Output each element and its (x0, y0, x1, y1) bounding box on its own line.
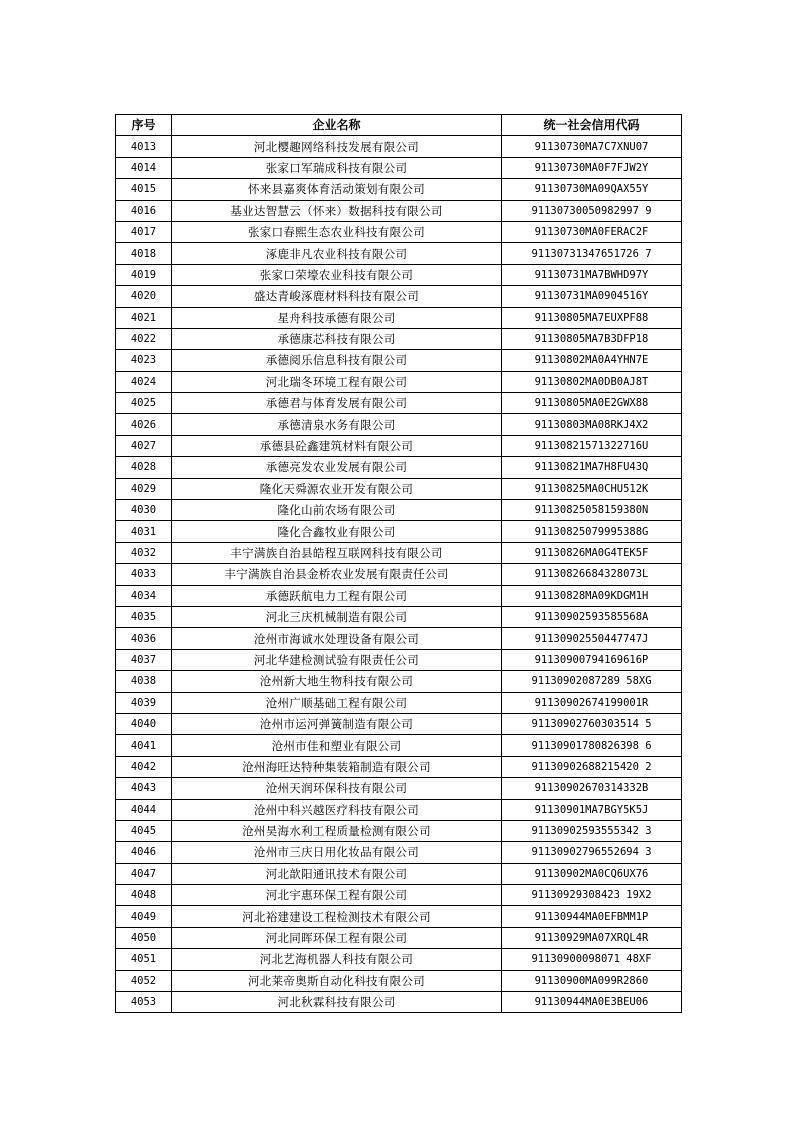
company-name-cell: 承德君与体育发展有限公司 (172, 393, 502, 414)
credit-code-cell: 91130900098071 48XF (502, 949, 682, 970)
table-row (116, 970, 682, 991)
serial-number-cell: 4021 (116, 307, 172, 328)
company-name-cell: 河北秋霖科技有限公司 (172, 992, 502, 1013)
table-row (116, 906, 682, 927)
company-name-cell: 张家口荣壕农业科技有限公司 (172, 264, 502, 285)
table-row (116, 136, 682, 157)
company-name-cell: 沧州市佳和塑业有限公司 (172, 735, 502, 756)
table-row (116, 628, 682, 649)
credit-code-cell: 91130802MA0A4YHN7E (502, 350, 682, 371)
credit-code-cell: 91130902674199001R (502, 692, 682, 713)
credit-code-cell: 91130821MA7H8FU43Q (502, 457, 682, 478)
serial-number-cell: 4041 (116, 735, 172, 756)
table-row (116, 435, 682, 456)
table-row (116, 221, 682, 242)
serial-number-cell: 4036 (116, 628, 172, 649)
credit-code-cell: 91130929MA07XRQL4R (502, 927, 682, 948)
credit-code-cell: 91130902550447747J (502, 628, 682, 649)
credit-code-cell: 91130730MA0FERAC2F (502, 221, 682, 242)
credit-code-cell: 91130901MA7BGY5K5J (502, 799, 682, 820)
table-row (116, 179, 682, 200)
serial-number-cell: 4051 (116, 949, 172, 970)
credit-code-cell: 91130805MA7B3DFP18 (502, 328, 682, 349)
serial-number-cell: 4034 (116, 585, 172, 606)
credit-code-cell: 91130825079995388G (502, 521, 682, 542)
company-name-cell: 河北艺海机器人科技有限公司 (172, 949, 502, 970)
table-row (116, 521, 682, 542)
serial-number-cell: 4047 (116, 863, 172, 884)
table-row (116, 371, 682, 392)
company-name-cell: 河北歆阳通讯技术有限公司 (172, 863, 502, 884)
table-row (116, 649, 682, 670)
serial-number-cell: 4029 (116, 478, 172, 499)
header-company-name: 企业名称 (172, 115, 502, 136)
serial-number-cell: 4043 (116, 778, 172, 799)
serial-number-cell: 4040 (116, 713, 172, 734)
credit-code-cell: 91130802MA0DB0AJ8T (502, 371, 682, 392)
credit-code-cell: 91130825MA0CHU512K (502, 478, 682, 499)
company-name-cell: 河北三庆机械制造有限公司 (172, 606, 502, 627)
credit-code-cell: 91130902670314332B (502, 778, 682, 799)
company-name-cell: 丰宁满族自治县金桥农业发展有限责任公司 (172, 564, 502, 585)
serial-number-cell: 4018 (116, 243, 172, 264)
company-name-cell: 沧州广顺基础工程有限公司 (172, 692, 502, 713)
company-name-cell: 承德跃航电力工程有限公司 (172, 585, 502, 606)
credit-code-cell: 91130929308423 19X2 (502, 885, 682, 906)
serial-number-cell: 4032 (116, 542, 172, 563)
table-row (116, 350, 682, 371)
credit-code-cell: 91130731347651726 7 (502, 243, 682, 264)
table-row (116, 200, 682, 221)
credit-code-cell: 91130826MA0G4TEK5F (502, 542, 682, 563)
table-row (116, 992, 682, 1013)
company-name-cell: 沧州市海诚水处理设备有限公司 (172, 628, 502, 649)
company-name-cell: 承德阅乐信息科技有限公司 (172, 350, 502, 371)
table-row (116, 157, 682, 178)
serial-number-cell: 4024 (116, 371, 172, 392)
serial-number-cell: 4019 (116, 264, 172, 285)
credit-code-cell: 91130902688215420 2 (502, 756, 682, 777)
company-name-cell: 星舟科技承德有限公司 (172, 307, 502, 328)
table-row (116, 842, 682, 863)
company-name-cell: 沧州市运河弹簧制造有限公司 (172, 713, 502, 734)
credit-code-cell: 91130901780826398 6 (502, 735, 682, 756)
table-row (116, 885, 682, 906)
serial-number-cell: 4033 (116, 564, 172, 585)
table-row (116, 414, 682, 435)
table-row (116, 756, 682, 777)
table-row (116, 457, 682, 478)
table-row (116, 713, 682, 734)
company-name-cell: 沧州中科兴越医疗科技有限公司 (172, 799, 502, 820)
table-row (116, 606, 682, 627)
credit-code-cell: 91130730MA0F7FJW2Y (502, 157, 682, 178)
credit-code-cell: 91130825058159380N (502, 500, 682, 521)
table-row (116, 286, 682, 307)
table-body (116, 136, 682, 1013)
table-row (116, 949, 682, 970)
table-row (116, 264, 682, 285)
company-name-cell: 沧州海旺达特种集装箱制造有限公司 (172, 756, 502, 777)
credit-code-cell: 91130805MA7EUXPF88 (502, 307, 682, 328)
company-name-cell: 沧州天润环保科技有限公司 (172, 778, 502, 799)
serial-number-cell: 4038 (116, 671, 172, 692)
company-name-cell: 沧州昊海水利工程质量检测有限公司 (172, 820, 502, 841)
serial-number-cell: 4035 (116, 606, 172, 627)
table-row (116, 735, 682, 756)
credit-code-cell: 91130821571322716U (502, 435, 682, 456)
table-row (116, 927, 682, 948)
company-name-cell: 张家口军瑞成科技有限公司 (172, 157, 502, 178)
serial-number-cell: 4046 (116, 842, 172, 863)
serial-number-cell: 4044 (116, 799, 172, 820)
table-row (116, 692, 682, 713)
serial-number-cell: 4025 (116, 393, 172, 414)
serial-number-cell: 4027 (116, 435, 172, 456)
table-row (116, 863, 682, 884)
table-row (116, 820, 682, 841)
credit-code-cell: 91130826684328073L (502, 564, 682, 585)
serial-number-cell: 4015 (116, 179, 172, 200)
header-serial-number: 序号 (116, 115, 172, 136)
company-name-cell: 河北华建检测试验有限责任公司 (172, 649, 502, 670)
credit-code-cell: 91130803MA08RKJ4X2 (502, 414, 682, 435)
serial-number-cell: 4042 (116, 756, 172, 777)
serial-number-cell: 4039 (116, 692, 172, 713)
credit-code-cell: 91130944MA0EFBMM1P (502, 906, 682, 927)
serial-number-cell: 4030 (116, 500, 172, 521)
credit-code-cell: 91130902593585568A (502, 606, 682, 627)
company-name-cell: 基业达智慧云（怀来）数据科技有限公司 (172, 200, 502, 221)
table-row (116, 778, 682, 799)
credit-code-cell: 91130828MA09KDGM1H (502, 585, 682, 606)
credit-code-cell: 91130731MA0904516Y (502, 286, 682, 307)
serial-number-cell: 4026 (116, 414, 172, 435)
table-row (116, 307, 682, 328)
credit-code-cell: 91130902087289 58XG (502, 671, 682, 692)
serial-number-cell: 4023 (116, 350, 172, 371)
table-row (116, 478, 682, 499)
serial-number-cell: 4037 (116, 649, 172, 670)
company-name-cell: 沧州新大地生物科技有限公司 (172, 671, 502, 692)
credit-code-cell: 91130730MA09QAX55Y (502, 179, 682, 200)
table-row (116, 542, 682, 563)
serial-number-cell: 4014 (116, 157, 172, 178)
credit-code-cell: 91130902760303514 5 (502, 713, 682, 734)
header-credit-code: 统一社会信用代码 (502, 115, 682, 136)
serial-number-cell: 4049 (116, 906, 172, 927)
table-row (116, 671, 682, 692)
company-name-cell: 河北裕建建设工程检测技术有限公司 (172, 906, 502, 927)
company-name-cell: 隆化合鑫牧业有限公司 (172, 521, 502, 542)
serial-number-cell: 4013 (116, 136, 172, 157)
serial-number-cell: 4028 (116, 457, 172, 478)
table-row (116, 585, 682, 606)
company-name-cell: 承德县砼鑫建筑材料有限公司 (172, 435, 502, 456)
company-name-cell: 沧州市三庆日用化妆品有限公司 (172, 842, 502, 863)
company-name-cell: 承德康芯科技有限公司 (172, 328, 502, 349)
serial-number-cell: 4053 (116, 992, 172, 1013)
company-name-cell: 河北莱帝奥斯自动化科技有限公司 (172, 970, 502, 991)
credit-code-cell: 91130900794169616P (502, 649, 682, 670)
credit-code-cell: 91130902796552694 3 (502, 842, 682, 863)
credit-code-cell: 91130805MA0E2GWX88 (502, 393, 682, 414)
company-name-cell: 河北瑞冬环境工程有限公司 (172, 371, 502, 392)
serial-number-cell: 4022 (116, 328, 172, 349)
company-name-cell: 盛达青峻涿鹿材料科技有限公司 (172, 286, 502, 307)
table-row (116, 393, 682, 414)
table-row (116, 328, 682, 349)
company-name-cell: 隆化山前农场有限公司 (172, 500, 502, 521)
company-name-cell: 承德清泉水务有限公司 (172, 414, 502, 435)
company-name-cell: 河北同晖环保工程有限公司 (172, 927, 502, 948)
table-row (116, 564, 682, 585)
serial-number-cell: 4031 (116, 521, 172, 542)
company-name-cell: 张家口春熙生态农业科技有限公司 (172, 221, 502, 242)
company-name-cell: 怀来县嘉爽体育活动策划有限公司 (172, 179, 502, 200)
credit-code-cell: 91130902593555342 3 (502, 820, 682, 841)
company-name-cell: 河北宇惠环保工程有限公司 (172, 885, 502, 906)
credit-code-cell: 91130731MA7BWHD97Y (502, 264, 682, 285)
serial-number-cell: 4050 (116, 927, 172, 948)
credit-code-cell: 91130902MA0CQ6UX76 (502, 863, 682, 884)
serial-number-cell: 4016 (116, 200, 172, 221)
table-header-row (116, 115, 682, 136)
serial-number-cell: 4045 (116, 820, 172, 841)
table-row (116, 500, 682, 521)
company-table (115, 114, 682, 1013)
company-name-cell: 承德亮发农业发展有限公司 (172, 457, 502, 478)
company-name-cell: 丰宁满族自治县皓程互联网科技有限公司 (172, 542, 502, 563)
serial-number-cell: 4048 (116, 885, 172, 906)
document-page (115, 114, 681, 1013)
serial-number-cell: 4020 (116, 286, 172, 307)
credit-code-cell: 91130944MA0E3BEU06 (502, 992, 682, 1013)
serial-number-cell: 4017 (116, 221, 172, 242)
credit-code-cell: 91130730MA7C7XNU07 (502, 136, 682, 157)
company-name-cell: 涿鹿非凡农业科技有限公司 (172, 243, 502, 264)
serial-number-cell: 4052 (116, 970, 172, 991)
table-row (116, 243, 682, 264)
company-name-cell: 隆化天舜源农业开发有限公司 (172, 478, 502, 499)
table-row (116, 799, 682, 820)
company-name-cell: 河北樱趣网络科技发展有限公司 (172, 136, 502, 157)
credit-code-cell: 91130730050982997 9 (502, 200, 682, 221)
credit-code-cell: 91130900MA099R2860 (502, 970, 682, 991)
